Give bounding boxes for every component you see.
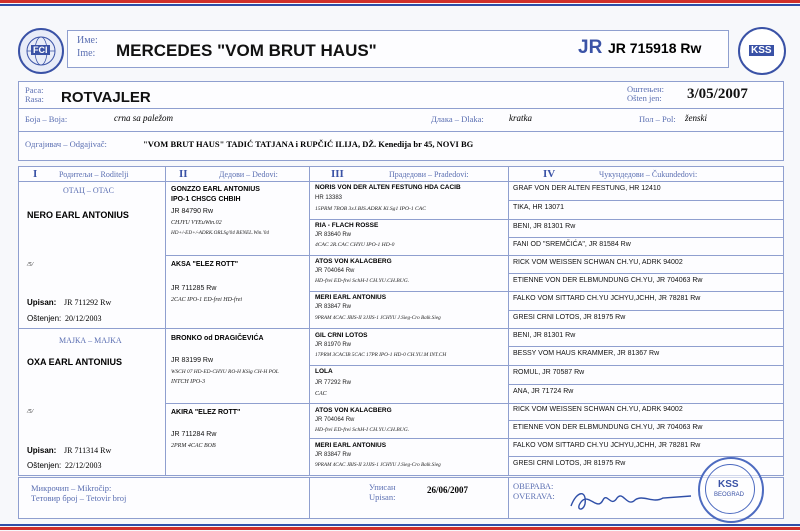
dam-mark: /5/ (27, 409, 34, 415)
gp-reg: JR 711284 Rw (171, 431, 217, 438)
ggp-divider-4 (309, 328, 508, 329)
footer-divider-1 (309, 478, 310, 518)
dam-reg: JR 711314 Rw (64, 446, 112, 455)
ggp-titles: CAC (315, 391, 327, 397)
gggp-divider-7 (508, 310, 783, 311)
sire-mark: /5/ (27, 262, 34, 268)
whelped-label-cyr: Оштењен: (627, 84, 665, 94)
ggp-divider-2 (309, 255, 508, 256)
gggp-divider-12 (508, 403, 783, 404)
col-i-label: Родитељи – Roditelji (59, 170, 129, 179)
dog-name: MERCEDES "VOM BRUT HAUS" (116, 41, 377, 60)
col-i-roman: I (33, 168, 38, 180)
gggp-divider-5 (508, 273, 783, 274)
gggp-3: BENI, JR 81301 Rw (513, 223, 576, 230)
signature-icon (567, 482, 697, 516)
ggp-divider-7 (309, 438, 508, 439)
info-divider-1 (19, 108, 783, 109)
sire-label: ОТАЦ – OTAC (63, 186, 114, 195)
ggp-titles: 15PRM 7BOB 3xJ.BIS.ADRK Kl.Sg1 IPO-1 CAC (315, 206, 426, 212)
ggp-reg: JR 704064 Rw (315, 268, 355, 274)
ggp-name: MERI EARL ANTONIUS (315, 294, 387, 301)
gggp-2: TIKA, HR 13071 (513, 204, 564, 211)
gggp-15: FALKO VOM SITTARD CH.YU JCHYU,JCHH, JR 78281 Rw (513, 442, 701, 449)
gp-titles-2: INTCH IPO-3 (171, 379, 206, 385)
bottom-red-stripe (0, 527, 800, 530)
col-divider-2 (309, 167, 310, 475)
sire-upisan-label: Upisan: (27, 298, 57, 307)
verified-label-lat: OVERAVA: (513, 491, 555, 501)
ggp-divider-1 (309, 219, 508, 220)
ggp-titles: 9PRAM 4CAC JBIS-II 3JJIS-1 JCHYU J.Sieg-Cro Balk.Sieg (315, 462, 441, 468)
pedigree-table (18, 166, 784, 476)
dam-born-label: Oštenjen: (27, 461, 62, 470)
gggp-1: GRAF VON DER ALTEN FESTUNG, HR 12410 (513, 185, 661, 192)
ggp-reg: JR 77292 Rw (315, 380, 352, 386)
kss-logo (738, 27, 786, 75)
col-iii-roman: III (331, 168, 344, 180)
ggp-titles: HD-frei ED-frei SchH-I CH.YU.CH.BUG. (315, 278, 410, 284)
reg-number: JR 715918 Rw (608, 40, 702, 56)
sex-value: ženski (685, 113, 707, 123)
gggp-divider-14 (508, 438, 783, 439)
ggp-reg: JR 83847 Rw (315, 452, 352, 458)
ggp-name: MERI EARL ANTONIUS (315, 442, 387, 449)
gp-name: GONZZO EARL ANTONIUS (171, 186, 260, 193)
dam-born-date: 22/12/2003 (65, 461, 102, 470)
gggp-9: BENI, JR 81301 Rw (513, 332, 576, 339)
stamp-text: KSS (718, 479, 739, 490)
verified-label-cyr: ОВЕРАВА: (513, 481, 554, 491)
gggp-16: GRESI CRNI LOTOS, JR 81975 Rw (513, 460, 626, 467)
gggp-divider-2 (508, 219, 783, 220)
top-red-stripe (0, 0, 800, 3)
name-label-lat: Ime: (77, 48, 96, 59)
gp-reg: JR 711285 Rw (171, 285, 217, 292)
gp-titles: CHJYU VYEuWin.02 (171, 220, 222, 226)
col-ii-roman: II (179, 168, 188, 180)
col-divider-3 (508, 167, 509, 475)
sire-born-date: 20/12/2003 (65, 314, 102, 323)
whelped-date: 3/05/2007 (687, 86, 748, 102)
chip-label: Микрочип – Mikročip: (31, 483, 112, 493)
footer-divider-2 (508, 478, 509, 518)
breeder-label: Одгајивач – Odgajivač: (25, 139, 107, 149)
gp-divider-2 (165, 328, 309, 329)
gp-titles: 2PRM 4CAC BOB (171, 443, 216, 449)
kss-logo-text: KSS (751, 45, 772, 56)
top-blue-stripe (0, 4, 800, 6)
stamp-sub: BEOGRAD (714, 492, 745, 498)
ggp-titles: HD-frei ED-frei SchH-I CH.YU.CH.BUG. (315, 427, 410, 433)
gggp-13: RICK VOM WEISSEN SCHWAN CH.YU, ADRK 94002 (513, 406, 683, 413)
kss-stamp (698, 457, 764, 523)
gggp-divider-3 (508, 237, 783, 238)
registered-label-lat: Upisan: (369, 492, 396, 502)
fci-logo (18, 28, 64, 74)
sire-reg: JR 711292 Rw (64, 298, 112, 307)
gggp-divider-11 (508, 384, 783, 385)
gp-reg: JR 83199 Rw (171, 357, 214, 364)
dam-upisan-label: Upisan: (27, 446, 57, 455)
ggp-reg: JR 83847 Rw (315, 304, 352, 310)
gggp-4: FANI OD "SREMČIĆA", JR 81584 Rw (513, 241, 631, 248)
sire-born-label: Oštenjen: (27, 314, 62, 323)
breed-value: ROTVAJLER (61, 89, 151, 106)
whelped-label-lat: Ošten jen: (627, 93, 662, 103)
gggp-divider-6 (508, 291, 783, 292)
gggp-divider-4 (508, 255, 783, 256)
name-label-cyr: Име: (77, 35, 98, 46)
gggp-14: ETIENNE VON DER ELBMUNDUNG CH.YU, JR 704063 Rw (513, 424, 703, 431)
gp-titles: WSCH 07 HD-ED-CHYU RO-H KSig CH-H POL (171, 369, 279, 375)
gggp-11: ROMUL, JR 70587 Rw (513, 369, 585, 376)
info-box (18, 81, 784, 161)
coat-value: kratka (509, 113, 532, 123)
ggp-name: LOLA (315, 368, 333, 375)
registered-label-cyr: Уписан (369, 482, 396, 492)
gp-divider-1 (165, 255, 309, 256)
tattoo-label: Тетовир број – Tetovir broj (31, 493, 127, 503)
ggp-name: RIA - FLACH ROSSE (315, 222, 379, 229)
gggp-divider-9 (508, 346, 783, 347)
ggp-reg: JR 83640 Rw (315, 232, 352, 238)
gggp-8: GRESI CRNI LOTOS, JR 81975 Rw (513, 314, 626, 321)
col-divider-1 (165, 167, 166, 475)
gp-name: BRONKO od DRAGIČEVIĆA (171, 335, 264, 342)
gggp-5: RICK VOM WEISSEN SCHWAN CH.YU, ADRK 94002 (513, 259, 683, 266)
breed-label-lat: Rasa: (25, 94, 44, 104)
sire-name: NERO EARL ANTONIUS (27, 210, 129, 220)
col-iii-label: Прадедови – Pradedovi: (389, 170, 469, 179)
gp-reg: JR 84790 Rw (171, 208, 214, 215)
gggp-divider-10 (508, 365, 783, 366)
header-divider (19, 181, 783, 182)
ggp-name: NORIS VON DER ALTEN FESTUNG HDA CACIB (315, 184, 461, 191)
ggp-name: GIL CRNI LOTOS (315, 332, 368, 339)
gp-divider-3 (165, 403, 309, 404)
ggp-reg: HR 13383 (315, 195, 343, 201)
ggp-titles: 4CAC 2R.CAC CHYU IPO-1 HD-0 (315, 242, 395, 248)
ggp-name: ATOS VON KALACBERG (315, 258, 392, 265)
coat-label: Длака – Dlaka: (431, 114, 484, 124)
gggp-12: ANA, JR 71724 Rw (513, 388, 574, 395)
col-iv-label: Чукундедови – Čukundedovi: (599, 170, 698, 179)
gggp-divider-15 (508, 456, 783, 457)
gp-name-2: IPO-1 CHSCG CHBIH (171, 196, 241, 203)
ggp-titles: 9PRAM 4CAC JBIS-II 3JJIS-1 JCHYU J.Sieg-Cro Balk.Sieg (315, 315, 441, 321)
color-value: crna sa paležom (114, 113, 173, 123)
col-iv-roman: IV (543, 168, 556, 180)
ggp-reg: JR 81970 Rw (315, 342, 352, 348)
gggp-10: BESSY VOM HAUS KRAMMER, JR 81367 Rw (513, 350, 660, 357)
breeder-value: "VOM BRUT HAUS" TADIĆ TATJANA i RUPČIĆ ILIJA, DŽ. Kenedija br 45, NOVI BG (143, 139, 474, 149)
color-label: Боја – Boja: (25, 114, 68, 124)
gp-titles: 2CAC IPO-1 ED-frei HD-frei (171, 297, 243, 303)
bottom-blue-stripe (0, 524, 800, 526)
sex-label: Пол – Pol: (639, 114, 676, 124)
ggp-reg: JR 704064 Rw (315, 417, 355, 423)
gggp-divider-13 (508, 420, 783, 421)
gggp-divider-8 (508, 328, 783, 329)
col-ii-label: Дедови – Dedovi: (219, 170, 278, 179)
gp-titles-2: HD+/-ED+/-ADRK.ORLSg'04 BENEL.Win.'04 (171, 230, 269, 236)
parent-divider (19, 328, 165, 329)
registered-date: 26/06/2007 (427, 485, 469, 495)
fci-logo-text: FCI (33, 45, 48, 55)
gggp-7: FALKO VOM SITTARD CH.YU JCHYU,JCHH, JR 78281 Rw (513, 295, 701, 302)
reg-prefix: JR (578, 37, 603, 58)
dam-label: МАЈКА – MAJKA (59, 336, 122, 345)
ggp-divider-5 (309, 365, 508, 366)
ggp-name: ATOS VON KALACBERG (315, 407, 392, 414)
gggp-6: ETIENNE VON DER ELBMUNDUNG CH.YU, JR 704063 Rw (513, 277, 703, 284)
name-box (67, 30, 729, 68)
info-divider-2 (19, 131, 783, 132)
breed-label-cyr: Раса: (25, 85, 44, 95)
gp-name: AKSA "ELEZ ROTT" (171, 261, 239, 268)
dam-name: OXA EARL ANTONIUS (27, 357, 123, 367)
footer-box (18, 477, 784, 519)
gggp-divider-1 (508, 200, 783, 201)
ggp-divider-6 (309, 403, 508, 404)
ggp-titles: 17PRM 3CACIB 5CAC 17PR IPO-1 HD-0 CH.YU.M INT.CH (315, 352, 447, 358)
gp-name: AKIRA "ELEZ ROTT" (171, 409, 241, 416)
ggp-divider-3 (309, 291, 508, 292)
